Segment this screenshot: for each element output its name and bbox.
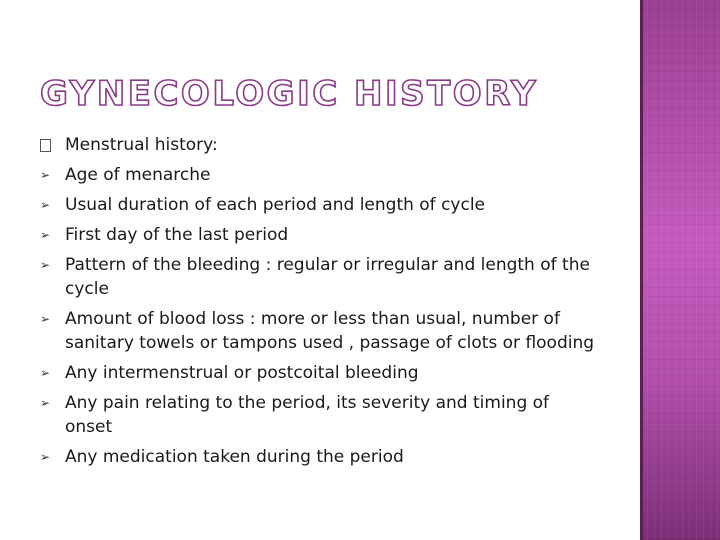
arrow-bullet-icon: ➢ xyxy=(40,396,51,410)
bullet-text: First day of the last period xyxy=(65,225,289,245)
bullet-item xyxy=(40,361,600,385)
bullet-item xyxy=(40,445,600,469)
bullet-text: Amount of blood loss : more or less than usual, number of sanitary towels or tampons used , passage of clots or flooding xyxy=(65,309,595,353)
bullet-item xyxy=(40,391,600,439)
bullet-list xyxy=(40,133,600,475)
arrow-bullet-icon: ➢ xyxy=(40,450,51,464)
bullet-text: Menstrual history: xyxy=(65,135,218,155)
bullet-text: Usual duration of each period and length of cycle xyxy=(65,195,486,215)
arrow-bullet-icon: ➢ xyxy=(40,168,51,182)
slide-title: GYNECOLOGIC HISTORY xyxy=(40,74,539,114)
arrow-bullet-icon: ➢ xyxy=(40,258,51,272)
arrow-bullet-icon: ➢ xyxy=(40,366,51,380)
arrow-bullet-icon: ➢ xyxy=(40,228,51,242)
bullet-item xyxy=(40,307,600,355)
decorative-side-panel xyxy=(640,0,720,540)
bullet-text: Age of menarche xyxy=(65,165,211,185)
bullet-item xyxy=(40,163,600,187)
bullet-item xyxy=(40,193,600,217)
bullet-item xyxy=(40,223,600,247)
bullet-item xyxy=(40,253,600,301)
box-icon xyxy=(40,139,51,152)
bullet-text: Pattern of the bleeding : regular or irregular and length of the cycle xyxy=(65,255,590,299)
bullet-text: Any pain relating to the period, its severity and timing of onset xyxy=(65,393,550,437)
bullet-text: Any medication taken during the period xyxy=(65,447,404,467)
arrow-bullet-icon: ➢ xyxy=(40,312,51,326)
arrow-bullet-icon: ➢ xyxy=(40,198,51,212)
side-panel-divider xyxy=(640,0,643,540)
bullet-text: Any intermenstrual or postcoital bleeding xyxy=(65,363,419,383)
bullet-item xyxy=(40,133,600,157)
